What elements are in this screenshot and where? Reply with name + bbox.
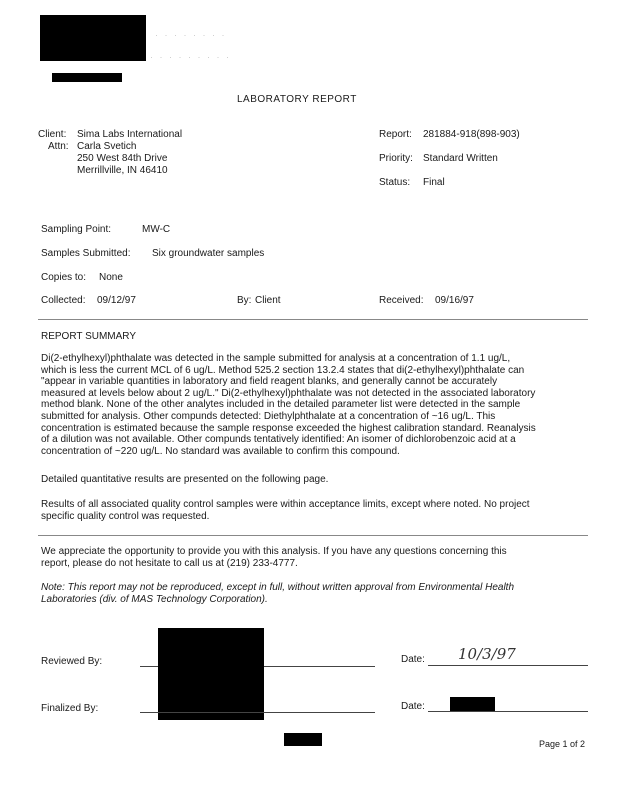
note-line: Note: This report may not be reproduced, except in full, without written approval from Environmental Health: [41, 582, 515, 593]
reviewed-by-label: Reviewed By:: [41, 656, 103, 667]
letterhead-faint-text: · · · · · · · ·: [155, 30, 227, 40]
sampling-point-value: MW-C: [142, 224, 171, 235]
qc-line: Results of all associated quality control samples were within acceptance limits, except where noted. No project: [41, 499, 530, 510]
qc-paragraph: [41, 499, 591, 522]
letterhead-faint-text-2: · · · · · · · · ·: [150, 52, 231, 62]
summary-line: which is less the current MCL of 6 ug/L. Method 525.2 section 13.2.4 states that di(2-ethylhexyl)phthalate can: [41, 364, 525, 376]
report-number: 281884-918(898-903): [423, 129, 520, 140]
summary-line: of a dilution was not available. Other compunds tentatively identified: An isomer of dichlorobenzoic acid at a: [41, 434, 516, 446]
priority-label: Priority:: [379, 153, 413, 164]
summary-line: Di(2-ethylhexyl)phthalate was detected in the sample submitted for analysis at a concentration of 1.1 ug/L,: [41, 353, 511, 364]
footer-redaction: [284, 733, 322, 746]
report-title: LABORATORY REPORT: [237, 94, 357, 105]
sampling-point-label: Sampling Point:: [41, 224, 112, 235]
reviewed-date-line: [428, 665, 588, 666]
signature-redaction: [158, 628, 264, 720]
attn-name: Carla Svetich: [77, 141, 137, 152]
attn-label: Attn:: [48, 141, 69, 152]
report-label: Report:: [379, 129, 412, 140]
status-label: Status:: [379, 177, 411, 188]
summary-heading: REPORT SUMMARY: [41, 331, 137, 342]
appreciation-line: We appreciate the opportunity to provide you with this analysis. If you have any questions concerning this: [41, 546, 507, 557]
summary-line: "appear in variable quantities in laboratory and field reagent blanks, and generally cannot be accurately: [41, 376, 498, 388]
reviewed-date-handwritten: 10/3/97: [458, 645, 516, 663]
copies-to-value: None: [99, 272, 123, 283]
collected-value: 09/12/97: [97, 295, 136, 306]
note-paragraph: [41, 582, 591, 605]
summary-line: submitted for analysis. Other compunds detected: Diethylphthalate at a concentration of ~16 ug/L. This: [41, 410, 496, 422]
detailed-results-note: Detailed quantitative results are presented on the following page.: [41, 474, 329, 485]
finalized-by-label: Finalized By:: [41, 703, 99, 714]
priority-value: Standard Written: [423, 153, 498, 164]
letterhead-logo-redaction: [40, 15, 146, 61]
finalized-date-line: [428, 711, 588, 712]
address-line-1: 250 West 84th Drive: [77, 153, 168, 164]
finalized-date-label: Date:: [401, 701, 425, 712]
finalized-date-redaction: [450, 697, 495, 711]
reviewed-date-label: Date:: [401, 654, 425, 665]
samples-submitted-value: Six groundwater samples: [152, 248, 265, 259]
summary-line: measured at levels below about 2 ug/L." Di(2-ethylhexyl)phthalate was not detected in the associated laboratory: [41, 387, 536, 399]
collected-label: Collected:: [41, 295, 86, 306]
divider-bottom: [38, 535, 588, 536]
qc-line: specific quality control was requested.: [41, 510, 210, 522]
summary-line: concentration is estimated because the sample response exceeded the highest calibration standard. Reanalysis: [41, 422, 536, 434]
summary-line: method blank. None of the other analytes included in the detailed parameter list were detected in the sample: [41, 399, 521, 411]
appreciation-paragraph: [41, 546, 591, 569]
received-label: Received:: [379, 295, 424, 306]
client-label: Client:: [38, 129, 67, 140]
finalized-signature-line: [140, 712, 375, 713]
divider-top: [38, 319, 588, 320]
received-value: 09/16/97: [435, 295, 474, 306]
samples-submitted-label: Samples Submitted:: [41, 248, 131, 259]
by-value: Client: [255, 295, 281, 306]
note-line: Laboratories (div. of MAS Technology Corporation).: [41, 593, 268, 605]
status-value: Final: [423, 177, 445, 188]
client-name: Sima Labs International: [77, 129, 183, 140]
summary-line: concentration of ~220 ug/L. No standard was available to confirm this compound.: [41, 445, 400, 457]
address-line-2: Merrillville, IN 46410: [77, 165, 168, 176]
by-label: By:: [237, 295, 252, 306]
appreciation-line: report, please do not hesitate to call us at (219) 233-4777.: [41, 557, 298, 569]
letterhead-bar-redaction: [52, 73, 122, 82]
copies-to-label: Copies to:: [41, 272, 87, 283]
page-number: Page 1 of 2: [539, 739, 586, 749]
summary-paragraph: [41, 353, 596, 457]
